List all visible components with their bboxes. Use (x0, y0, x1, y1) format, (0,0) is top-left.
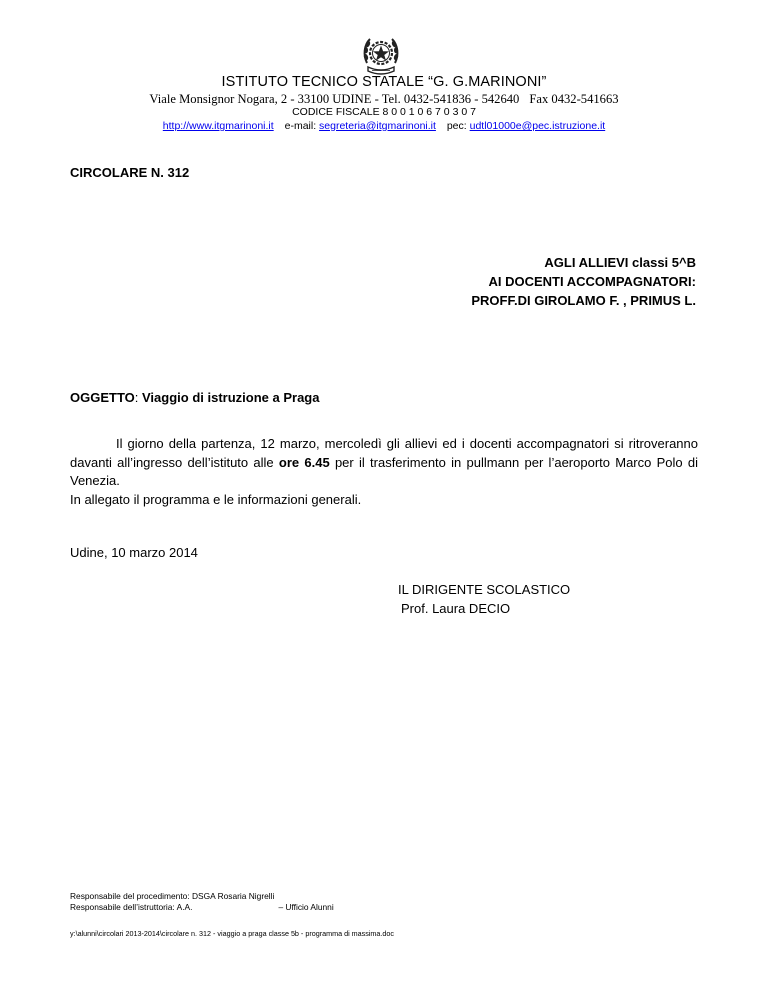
document-date: Udine, 10 marzo 2014 (70, 545, 198, 560)
circular-number: CIRCOLARE N. 312 (70, 165, 190, 180)
footer-responsibles (70, 891, 334, 913)
signature-block (398, 581, 570, 618)
subject-line (70, 390, 319, 405)
body-paragraph-attachment: In allegato il programma e le informazioni generali. (70, 491, 362, 507)
body-text-start: Il giorno della partenza, 12 marzo, mercoledì gli allievi ed i docenti accompagnatori si ritroveranno davanti all’ingresso dell’istituto alle (70, 436, 698, 470)
recipient-line: PROFF.DI GIROLAMO F. , PRIMUS L. (471, 293, 696, 308)
email-label: e-mail: (284, 120, 317, 132)
footer-istruttoria: Responsabile dell’istruttoria: A.A. (70, 902, 193, 912)
recipients-block (471, 253, 696, 310)
circular-body (70, 435, 698, 509)
school-fax: Fax 0432-541663 (529, 92, 619, 106)
file-path: y:\alunni\circolari 2013-2014\circolare n. 312 - viaggio a praga classe 5b - programma di massima.doc (70, 929, 394, 938)
pec-link[interactable]: udtl01000e@pec.istruzione.it (469, 120, 606, 132)
email-link[interactable]: segreteria@itgmarinoni.it (319, 120, 436, 132)
footer-ufficio: – Ufficio Alunni (278, 902, 334, 912)
recipient-line: AI DOCENTI ACCOMPAGNATORI: (488, 274, 696, 289)
signer-title: IL DIRIGENTE SCOLASTICO (398, 582, 571, 597)
subject-label: OGGETTO (70, 390, 135, 405)
codice-fiscale: CODICE FISCALE 8 0 0 1 0 6 7 0 3 0 7 (292, 106, 476, 118)
body-paragraph (70, 435, 698, 491)
school-name: ISTITUTO TECNICO STATALE “G. G.MARINONI” (221, 74, 547, 90)
recipient-line: AGLI ALLIEVI classi 5^B (544, 255, 696, 270)
subject-text: Viaggio di istruzione a Praga (142, 390, 320, 405)
school-address: Viale Monsignor Nogara, 2 - 33100 UDINE - Tel. 0432-541836 - 542640 (149, 92, 520, 106)
meeting-time: ore 6.45 (278, 454, 330, 470)
italian-republic-emblem-icon (361, 33, 401, 77)
school-address-line (0, 92, 768, 107)
signer-name: Prof. Laura DECIO (401, 600, 511, 616)
pec-label: pec: (446, 120, 467, 132)
footer-procedimento: Responsabile del procedimento: DSGA Rosaria Nigrelli (70, 891, 275, 901)
body-text-end: per il trasferimento in pullmann per l’aeroporto Marco Polo di Venezia. (70, 454, 698, 488)
contacts-line (0, 120, 768, 132)
subject-separator: : (134, 390, 142, 405)
website-link[interactable]: http://www.itgmarinoni.it (162, 120, 274, 132)
